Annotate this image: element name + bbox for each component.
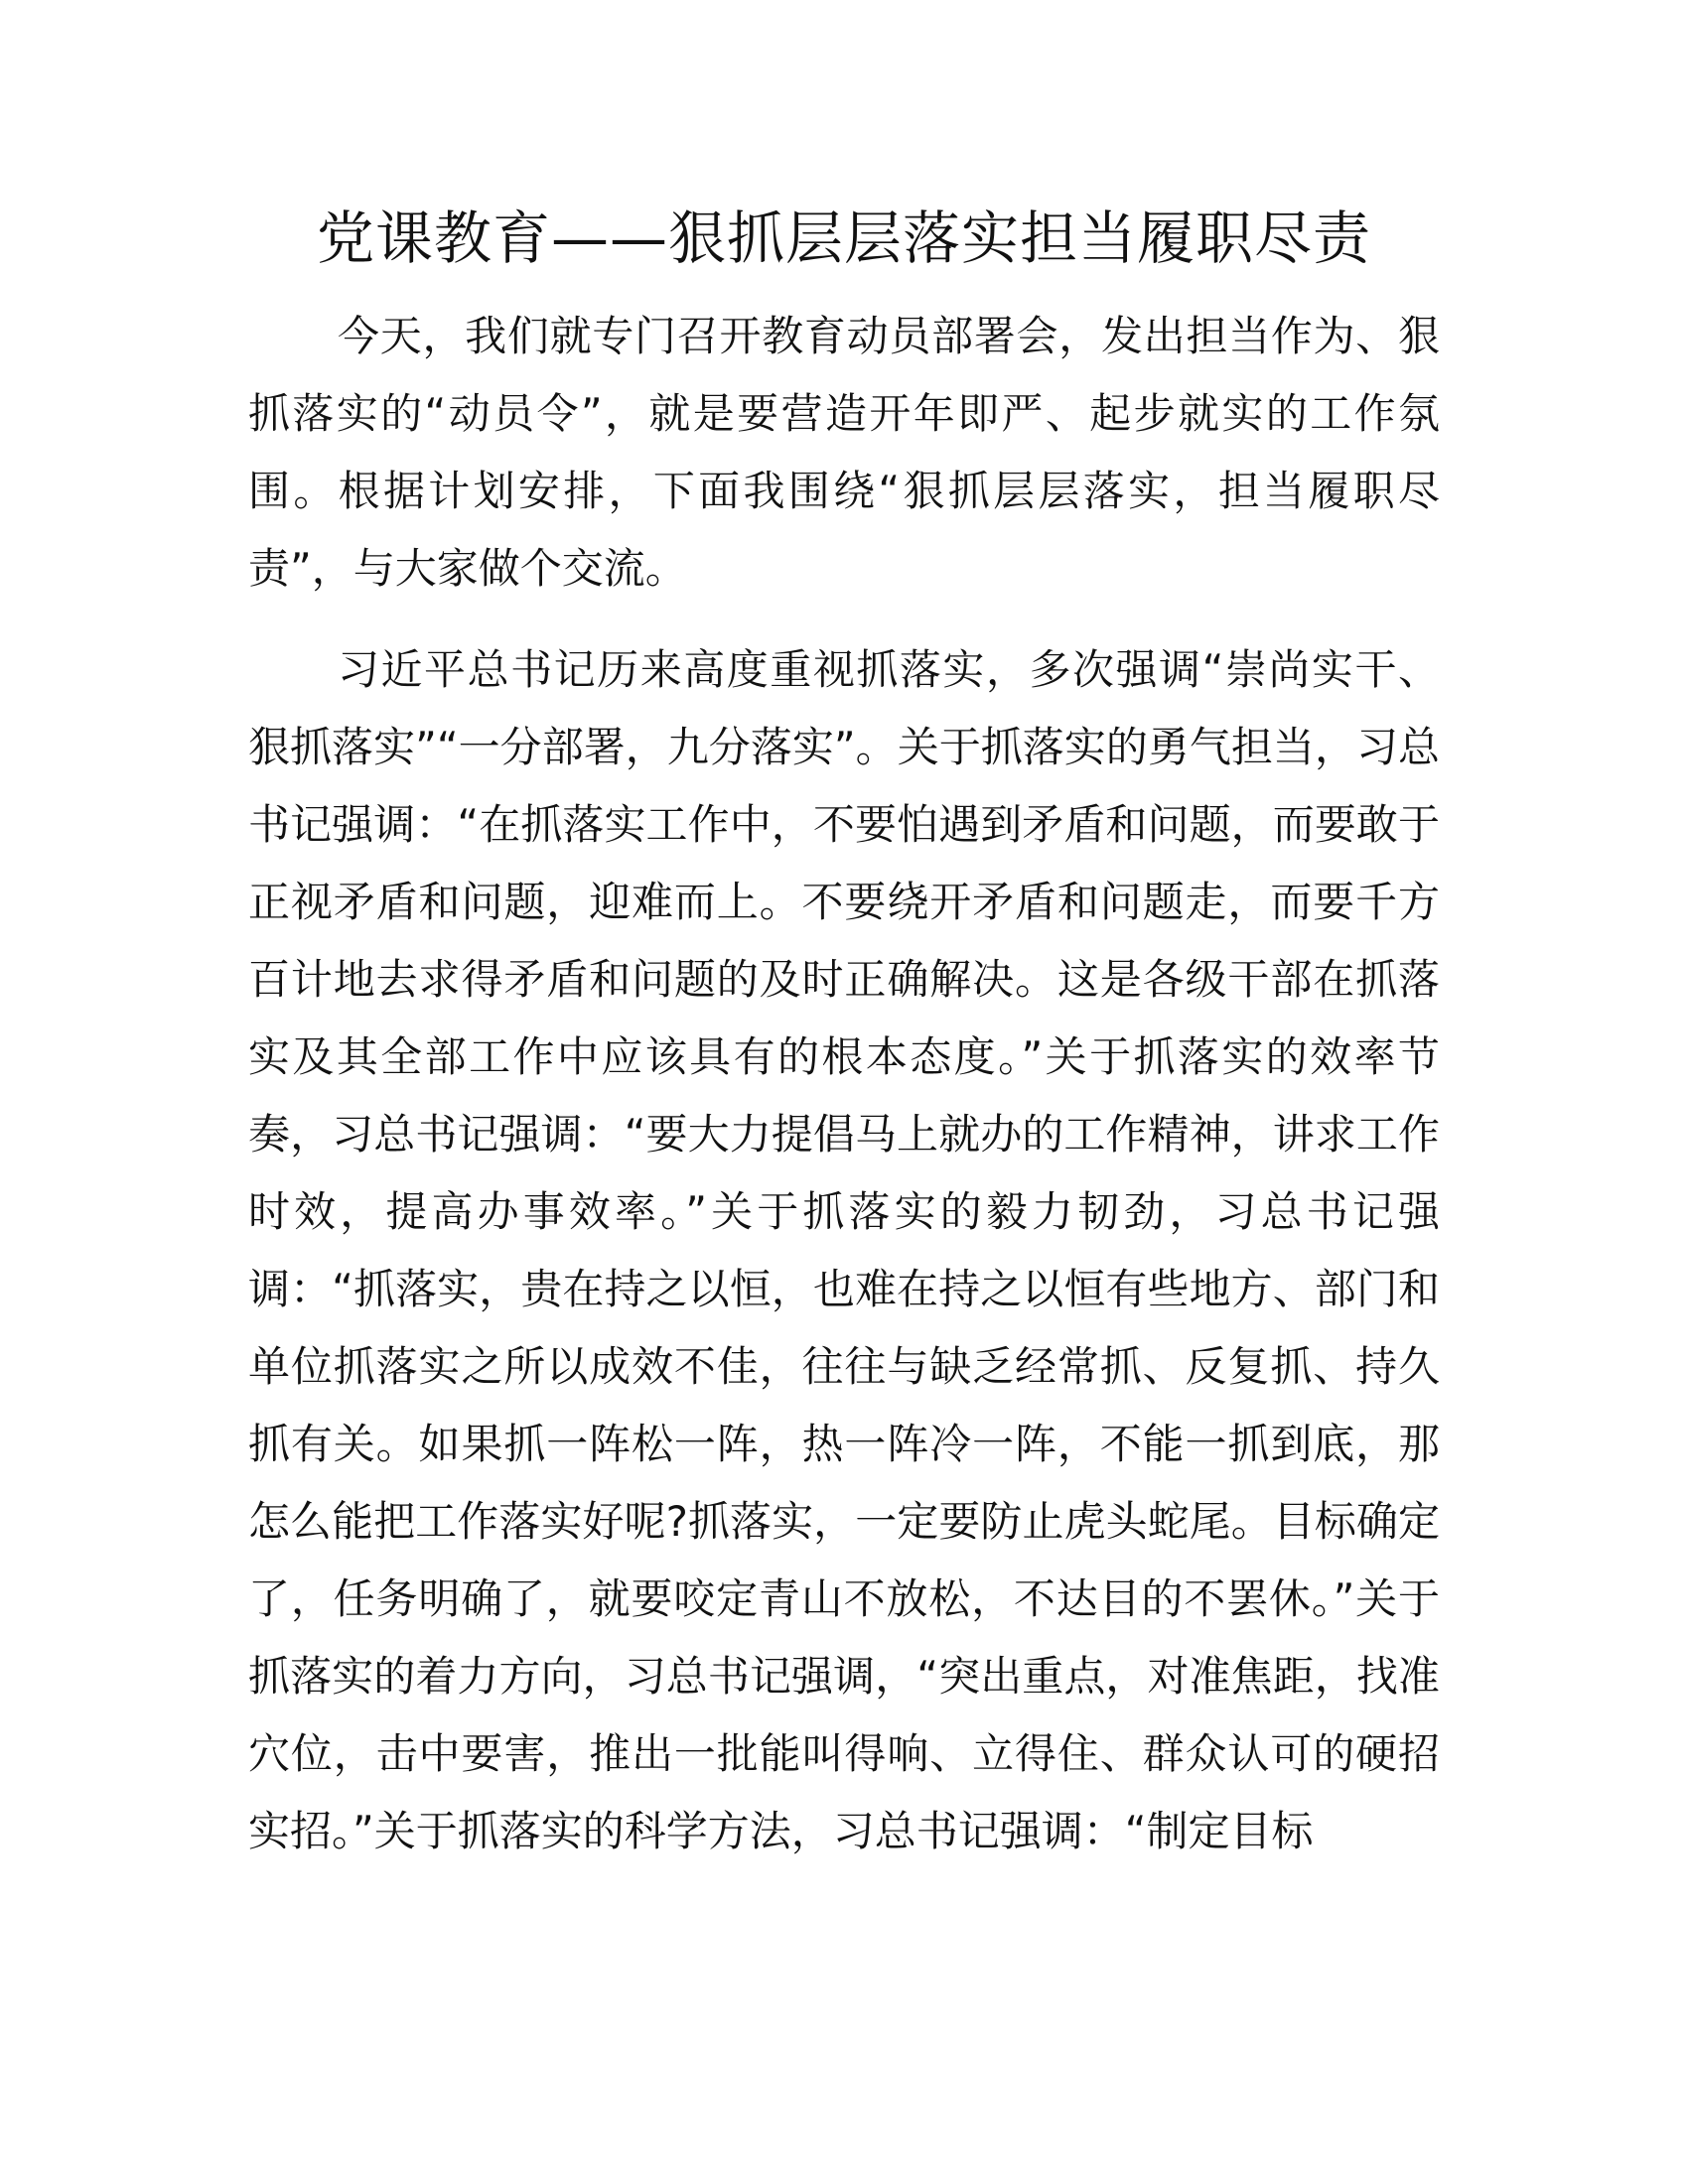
page-title: 党课教育——狠抓层层落实担当履职尽责 [316,205,1371,272]
document-body [248,298,1440,1894]
paragraph: 今天，我们就专门召开教育动员部署会，发出担当作为、狠抓落实的“动员令”，就是要营造开年即严、起步就实的工作氛围。根据计划安排，下面我围绕“狠抓层层落实，担当履职尽责”，与大家做个交流。 [248,312,1440,593]
paragraph: 习近平总书记历来高度重视抓落实，多次强调“崇尚实干、狠抓落实”“一分部署，九分落实”。关于抓落实的勇气担当，习总书记强调：“在抓落实工作中，不要怕遇到矛盾和问题，而要敢于正视矛盾和问题，迎难而上。不要绕开矛盾和问题走，而要千方百计地去求得矛盾和问题的及时正确解决。这是各级干部在抓落实及其全部工作中应该具有的根本态度。”关于抓落实的效率节奏，习总书记强调：“要大力提倡马上就办的工作精神，讲求工作时效，提高办事效率。”关于抓落实的毅力韧劲，习总书记强调：“抓落实，贵在持之以恒，也难在持之以恒有些地方、部门和单位抓落实之所以成效不佳，往往与缺乏经常抓、反复抓、持久抓有关。如果抓一阵松一阵，热一阵冷一阵，不能一抓到底，那怎么能把工作落实好呢?抓落实，一定要防止虎头蛇尾。目标确定了，任务明确了，就要咬定青山不放松，不达目的不罢休。”关于抓落实的着力方向，习总书记强调，“突出重点，对准焦距，找准穴位，击中要害，推出一批能叫得响、立得住、群众认可的硬招实招。”关于抓落实的科学方法，习总书记强调：“制定目标 [248,645,1440,1855]
